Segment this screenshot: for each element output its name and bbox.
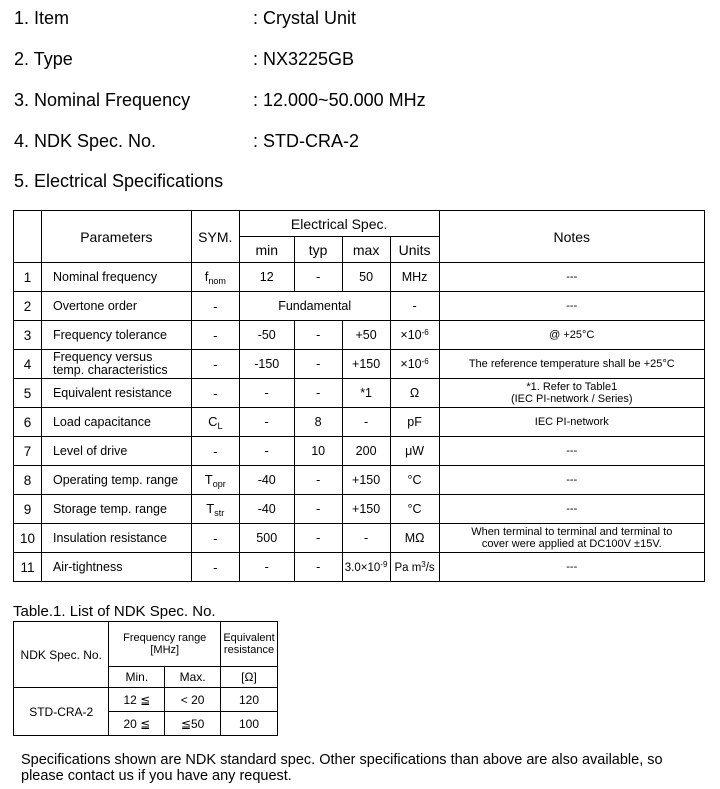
symbol-subscript: nom <box>208 275 226 286</box>
t1-res-line-2: resistance <box>223 644 275 656</box>
table1-title: Table.1. List of NDK Spec. No. <box>13 603 216 620</box>
row-number: 5 <box>14 379 42 408</box>
header-max: max <box>342 237 390 263</box>
item-value: : Crystal Unit <box>253 8 357 28</box>
t1-resistance: 120 <box>221 688 278 712</box>
t1-max: ≦50 <box>165 712 221 736</box>
row-symbol: - <box>191 553 239 582</box>
row-notes: --- <box>439 466 704 495</box>
row-max: - <box>342 408 390 437</box>
symbol-base: T <box>206 500 215 516</box>
symbol-subscript: L <box>217 420 223 431</box>
row-parameter: Nominal frequency <box>41 263 191 292</box>
header-type-row <box>14 41 704 82</box>
row-number: 9 <box>14 495 42 524</box>
electrical-spec-table <box>13 210 705 582</box>
row-max: +150 <box>342 495 390 524</box>
table-row <box>14 553 705 582</box>
row-symbol <box>191 263 239 292</box>
row-max: - <box>342 524 390 553</box>
header-item-row <box>14 0 704 41</box>
row-parameter: Equivalent resistance <box>41 379 191 408</box>
row-number: 8 <box>14 466 42 495</box>
row-parameter: Insulation resistance <box>41 524 191 553</box>
notes-line-2: (IEC PI-network / Series) <box>510 393 633 405</box>
row-number: 4 <box>14 350 42 379</box>
row-min: -40 <box>239 466 294 495</box>
t1-resistance: 100 <box>221 712 278 736</box>
row-symbol: - <box>191 321 239 350</box>
row-number: 2 <box>14 292 42 321</box>
header-units: Units <box>390 237 439 263</box>
table-row <box>14 495 705 524</box>
parameter-line-2: temp. characteristics <box>52 363 168 377</box>
frequency-label: 3. Nominal Frequency <box>14 90 191 110</box>
footer-note: Specifications shown are NDK standard spec. Other specifications than above are also available, so please contact us if you have any request. <box>21 752 663 784</box>
units-base: Pa m <box>394 562 422 574</box>
t1-freq-line-2: [MHz] <box>150 644 180 656</box>
row-parameter: Storage temp. range <box>41 495 191 524</box>
row-typ: - <box>294 321 342 350</box>
row-typ: - <box>294 495 342 524</box>
units-superscript: -6 <box>421 328 429 337</box>
table-row <box>14 408 705 437</box>
ndk-spec-list-table <box>13 621 278 736</box>
t1-header-resistance <box>221 622 278 667</box>
row-number: 11 <box>14 553 42 582</box>
row-typ: 10 <box>294 437 342 466</box>
row-max <box>342 553 390 582</box>
header-electrical-spec: Electrical Spec. <box>239 211 439 237</box>
row-typ: - <box>294 350 342 379</box>
row-number: 3 <box>14 321 42 350</box>
type-label: 2. Type <box>14 49 73 69</box>
row-min: - <box>239 553 294 582</box>
row-notes: --- <box>439 495 704 524</box>
symbol-base: C <box>208 413 218 429</box>
t1-freq-line-1: Frequency range <box>123 632 207 644</box>
row-min: 500 <box>239 524 294 553</box>
row-min: - <box>239 379 294 408</box>
row-notes: --- <box>439 437 704 466</box>
t1-header-max: Max. <box>165 667 221 688</box>
t1-header-unit: [Ω] <box>221 667 278 688</box>
row-symbol <box>191 408 239 437</box>
row-symbol: - <box>191 292 239 321</box>
row-min: 12 <box>239 263 294 292</box>
notes-line-2: cover were applied at DC100V ±15V. <box>481 538 662 550</box>
row-parameter: Overtone order <box>41 292 191 321</box>
symbol-base: f <box>204 268 209 284</box>
row-notes <box>439 379 704 408</box>
t1-min: 20 ≦ <box>109 712 165 736</box>
type-value: : NX3225GB <box>253 49 355 69</box>
row-parameter: Level of drive <box>41 437 191 466</box>
row-symbol: - <box>191 379 239 408</box>
header-notes: Notes <box>439 211 704 263</box>
row-notes: @ +25°C <box>439 321 704 350</box>
header-no-cell <box>14 211 42 263</box>
row-max: 50 <box>342 263 390 292</box>
t1-spec-no: STD-CRA-2 <box>14 688 109 736</box>
row-parameter: Operating temp. range <box>41 466 191 495</box>
row-typ: - <box>294 379 342 408</box>
row-units <box>390 321 439 350</box>
row-parameter: Load capacitance <box>41 408 191 437</box>
notes-line-1: When terminal to terminal and terminal to <box>471 526 673 538</box>
row-parameter <box>41 350 191 379</box>
symbol-subscript: opr <box>212 478 226 489</box>
frequency-value: : 12.000~50.000 MHz <box>253 90 426 110</box>
header-min: min <box>239 237 294 263</box>
symbol-subscript: str <box>214 507 225 518</box>
row-typ: - <box>294 466 342 495</box>
table-row <box>14 350 705 379</box>
row-max: +50 <box>342 321 390 350</box>
row-typ: 8 <box>294 408 342 437</box>
row-symbol: - <box>191 437 239 466</box>
row-notes <box>439 524 704 553</box>
t1-res-line-1: Equivalent <box>223 632 275 644</box>
t1-header-frequency <box>109 622 221 667</box>
row-symbol <box>191 466 239 495</box>
row-symbol: - <box>191 524 239 553</box>
units-base: ×10 <box>400 357 422 371</box>
table-row <box>14 263 705 292</box>
row-symbol <box>191 495 239 524</box>
table-row <box>14 379 705 408</box>
row-units: - <box>390 292 439 321</box>
units-superscript: -6 <box>421 357 429 366</box>
row-units <box>390 553 439 582</box>
row-number: 7 <box>14 437 42 466</box>
row-max: +150 <box>342 350 390 379</box>
row-max: +150 <box>342 466 390 495</box>
header-sym: SYM. <box>191 211 239 263</box>
header-frequency-row <box>14 82 704 123</box>
spec-no-value: : STD-CRA-2 <box>253 131 360 151</box>
row-notes: The reference temperature shall be +25°C <box>439 350 704 379</box>
row-notes: --- <box>439 553 704 582</box>
row-symbol: - <box>191 350 239 379</box>
row-notes: IEC PI-network <box>439 408 704 437</box>
row-notes: --- <box>439 263 704 292</box>
row-units: MHz <box>390 263 439 292</box>
table-row <box>14 688 278 712</box>
row-units: °C <box>390 466 439 495</box>
max-base: 3.0×10 <box>344 562 381 574</box>
section-title: 5. Electrical Specifications <box>14 171 224 191</box>
spec-no-label: 4. NDK Spec. No. <box>14 131 157 151</box>
row-min: -150 <box>239 350 294 379</box>
row-units: pF <box>390 408 439 437</box>
row-number: 1 <box>14 263 42 292</box>
row-min: - <box>239 408 294 437</box>
item-label: 1. Item <box>14 8 70 28</box>
t1-max: < 20 <box>165 688 221 712</box>
row-units <box>390 350 439 379</box>
row-parameter: Frequency tolerance <box>41 321 191 350</box>
table-row <box>14 321 705 350</box>
symbol-base: T <box>204 471 213 487</box>
row-units: MΩ <box>390 524 439 553</box>
row-number: 10 <box>14 524 42 553</box>
row-typ: - <box>294 553 342 582</box>
row-units: μW <box>390 437 439 466</box>
row-min: -50 <box>239 321 294 350</box>
row-max: 200 <box>342 437 390 466</box>
row-typ: - <box>294 263 342 292</box>
row-max: *1 <box>342 379 390 408</box>
row-min: -40 <box>239 495 294 524</box>
row-units: °C <box>390 495 439 524</box>
notes-line-1: *1. Refer to Table1 <box>526 381 618 393</box>
row-min: - <box>239 437 294 466</box>
spec-header <box>14 0 704 164</box>
table-row <box>14 437 705 466</box>
t1-min: 12 ≦ <box>109 688 165 712</box>
row-typ: - <box>294 524 342 553</box>
table-row <box>14 524 705 553</box>
t1-header-spec-no: NDK Spec. No. <box>14 622 109 688</box>
row-spec-merged: Fundamental <box>239 292 390 321</box>
row-units: Ω <box>390 379 439 408</box>
header-spec-no-row <box>14 123 704 164</box>
header-typ: typ <box>294 237 342 263</box>
row-parameter: Air-tightness <box>41 553 191 582</box>
row-number: 6 <box>14 408 42 437</box>
units-superscript: 3 <box>421 560 426 569</box>
max-superscript: -9 <box>380 560 388 569</box>
header-parameters: Parameters <box>41 211 191 263</box>
row-notes: --- <box>439 292 704 321</box>
units-tail: /s <box>425 562 435 574</box>
parameter-line-1: Frequency versus <box>52 350 153 364</box>
table-row <box>14 292 705 321</box>
units-base: ×10 <box>400 328 422 342</box>
table-row <box>14 466 705 495</box>
t1-header-min: Min. <box>109 667 165 688</box>
